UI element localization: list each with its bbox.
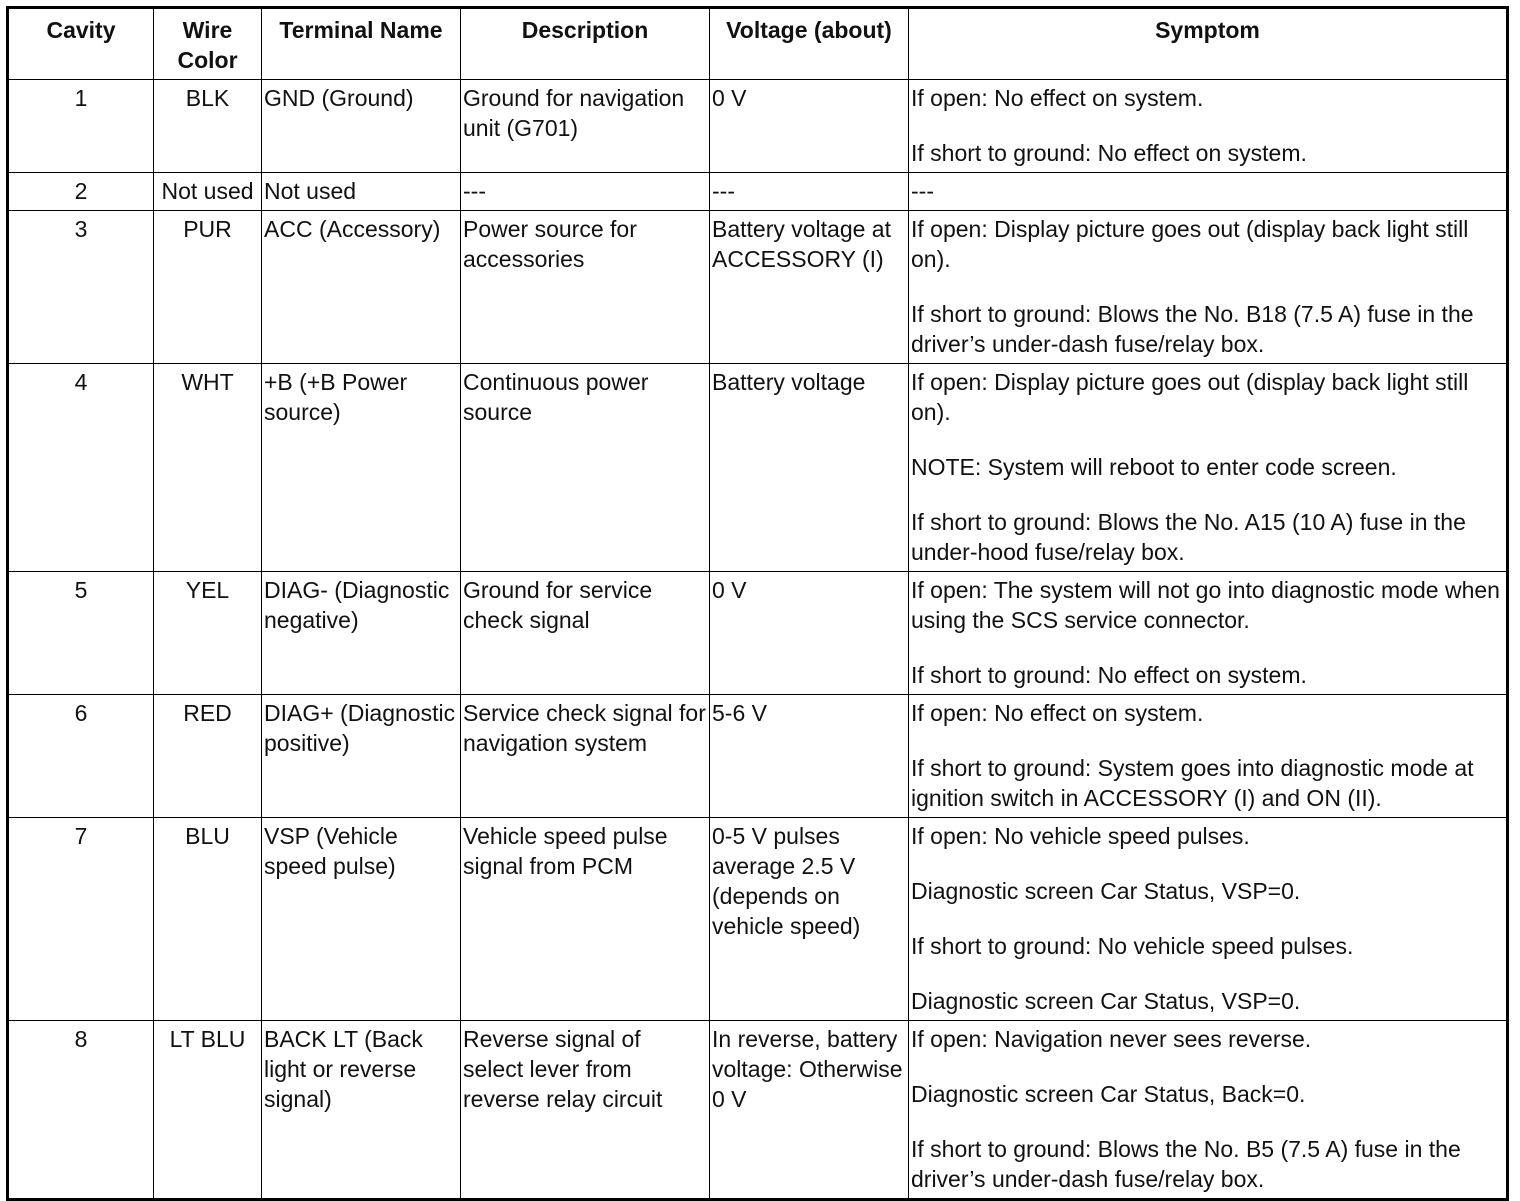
header-symptom: Symptom — [909, 8, 1508, 80]
cavity-cell: 2 — [8, 173, 154, 211]
terminal-name-cell: VSP (Vehicle speed pulse) — [262, 818, 461, 1021]
wire-color-cell: PUR — [154, 211, 262, 364]
description-cell: Continuous power source — [461, 364, 710, 572]
symptom-line: If open: Display picture goes out (display back light still on). — [911, 216, 1469, 272]
voltage-cell: --- — [710, 173, 909, 211]
table-row — [8, 80, 1508, 173]
description-cell: Ground for service check signal — [461, 572, 710, 695]
terminal-name-cell: Not used — [262, 173, 461, 211]
terminal-name-cell: GND (Ground) — [262, 80, 461, 173]
terminal-name-cell: DIAG+ (Diagnostic positive) — [262, 695, 461, 818]
symptom-line: Diagnostic screen Car Status, VSP=0. — [911, 988, 1301, 1014]
table-row — [8, 364, 1508, 572]
description-cell: Ground for navigation unit (G701) — [461, 80, 710, 173]
symptom-cell — [909, 572, 1508, 695]
symptom-line: If short to ground: System goes into diagnostic mode at ignition switch in ACCESSORY (I) and ON (II). — [911, 755, 1474, 811]
symptom-line: If open: No effect on system. — [911, 700, 1204, 726]
symptom-line: If short to ground: No effect on system. — [911, 662, 1307, 688]
voltage-cell: 0-5 V pulses average 2.5 V (depends on vehicle speed) — [710, 818, 909, 1021]
symptom-line: If open: No effect on system. — [911, 85, 1204, 111]
cavity-cell: 6 — [8, 695, 154, 818]
cavity-cell: 4 — [8, 364, 154, 572]
cavity-cell: 8 — [8, 1021, 154, 1200]
symptom-line: If short to ground: No vehicle speed pulses. — [911, 933, 1354, 959]
symptom-cell — [909, 1021, 1508, 1200]
symptom-cell — [909, 80, 1508, 173]
cavity-cell: 5 — [8, 572, 154, 695]
description-cell: Service check signal for navigation system — [461, 695, 710, 818]
description-cell: Reverse signal of select lever from reverse relay circuit — [461, 1021, 710, 1200]
terminal-name-cell: ACC (Accessory) — [262, 211, 461, 364]
table-row — [8, 1021, 1508, 1200]
symptom-line: If open: The system will not go into diagnostic mode when using the SCS service connector. — [911, 577, 1500, 633]
symptom-cell — [909, 818, 1508, 1021]
symptom-line: If open: Navigation never sees reverse. — [911, 1026, 1312, 1052]
symptom-line: --- — [911, 178, 934, 204]
symptom-line: Diagnostic screen Car Status, VSP=0. — [911, 878, 1301, 904]
voltage-cell: Battery voltage — [710, 364, 909, 572]
connector-terminal-table — [6, 6, 1509, 1201]
wire-color-cell: LT BLU — [154, 1021, 262, 1200]
symptom-line: If short to ground: Blows the No. B5 (7.5 A) fuse in the driver’s under-dash fuse/relay box. — [911, 1136, 1461, 1192]
table-row — [8, 572, 1508, 695]
header-wire-color: Wire Color — [154, 8, 262, 80]
voltage-cell: 0 V — [710, 572, 909, 695]
wire-color-cell: YEL — [154, 572, 262, 695]
table-row — [8, 695, 1508, 818]
voltage-cell: In reverse, battery voltage: Otherwise 0 V — [710, 1021, 909, 1200]
symptom-line: Diagnostic screen Car Status, Back=0. — [911, 1081, 1306, 1107]
symptom-cell — [909, 211, 1508, 364]
symptom-cell — [909, 173, 1508, 211]
table-row — [8, 818, 1508, 1021]
wire-color-cell: Not used — [154, 173, 262, 211]
wire-color-cell: RED — [154, 695, 262, 818]
voltage-cell: Battery voltage at ACCESSORY (I) — [710, 211, 909, 364]
header-cavity: Cavity — [8, 8, 154, 80]
terminal-name-cell: DIAG- (Diagnostic negative) — [262, 572, 461, 695]
table-row — [8, 173, 1508, 211]
description-cell: Vehicle speed pulse signal from PCM — [461, 818, 710, 1021]
voltage-cell: 5-6 V — [710, 695, 909, 818]
header-description: Description — [461, 8, 710, 80]
wire-color-cell: BLU — [154, 818, 262, 1021]
symptom-cell — [909, 695, 1508, 818]
symptom-line: NOTE: System will reboot to enter code screen. — [911, 454, 1397, 480]
header-row — [8, 8, 1508, 80]
cavity-cell: 3 — [8, 211, 154, 364]
description-cell: --- — [461, 173, 710, 211]
cavity-cell: 1 — [8, 80, 154, 173]
terminal-name-cell: BACK LT (Back light or reverse signal) — [262, 1021, 461, 1200]
symptom-line: If open: Display picture goes out (display back light still on). — [911, 369, 1469, 425]
voltage-cell: 0 V — [710, 80, 909, 173]
symptom-cell — [909, 364, 1508, 572]
symptom-line: If open: No vehicle speed pulses. — [911, 823, 1250, 849]
symptom-line: If short to ground: Blows the No. B18 (7.5 A) fuse in the driver’s under-dash fuse/relay box. — [911, 301, 1474, 357]
header-terminal-name: Terminal Name — [262, 8, 461, 80]
table-row — [8, 211, 1508, 364]
symptom-line: If short to ground: Blows the No. A15 (10 A) fuse in the under-hood fuse/relay box. — [911, 509, 1466, 565]
cavity-cell: 7 — [8, 818, 154, 1021]
wire-color-cell: WHT — [154, 364, 262, 572]
header-voltage: Voltage (about) — [710, 8, 909, 80]
terminal-name-cell: +B (+B Power source) — [262, 364, 461, 572]
wire-color-cell: BLK — [154, 80, 262, 173]
description-cell: Power source for accessories — [461, 211, 710, 364]
symptom-line: If short to ground: No effect on system. — [911, 140, 1307, 166]
